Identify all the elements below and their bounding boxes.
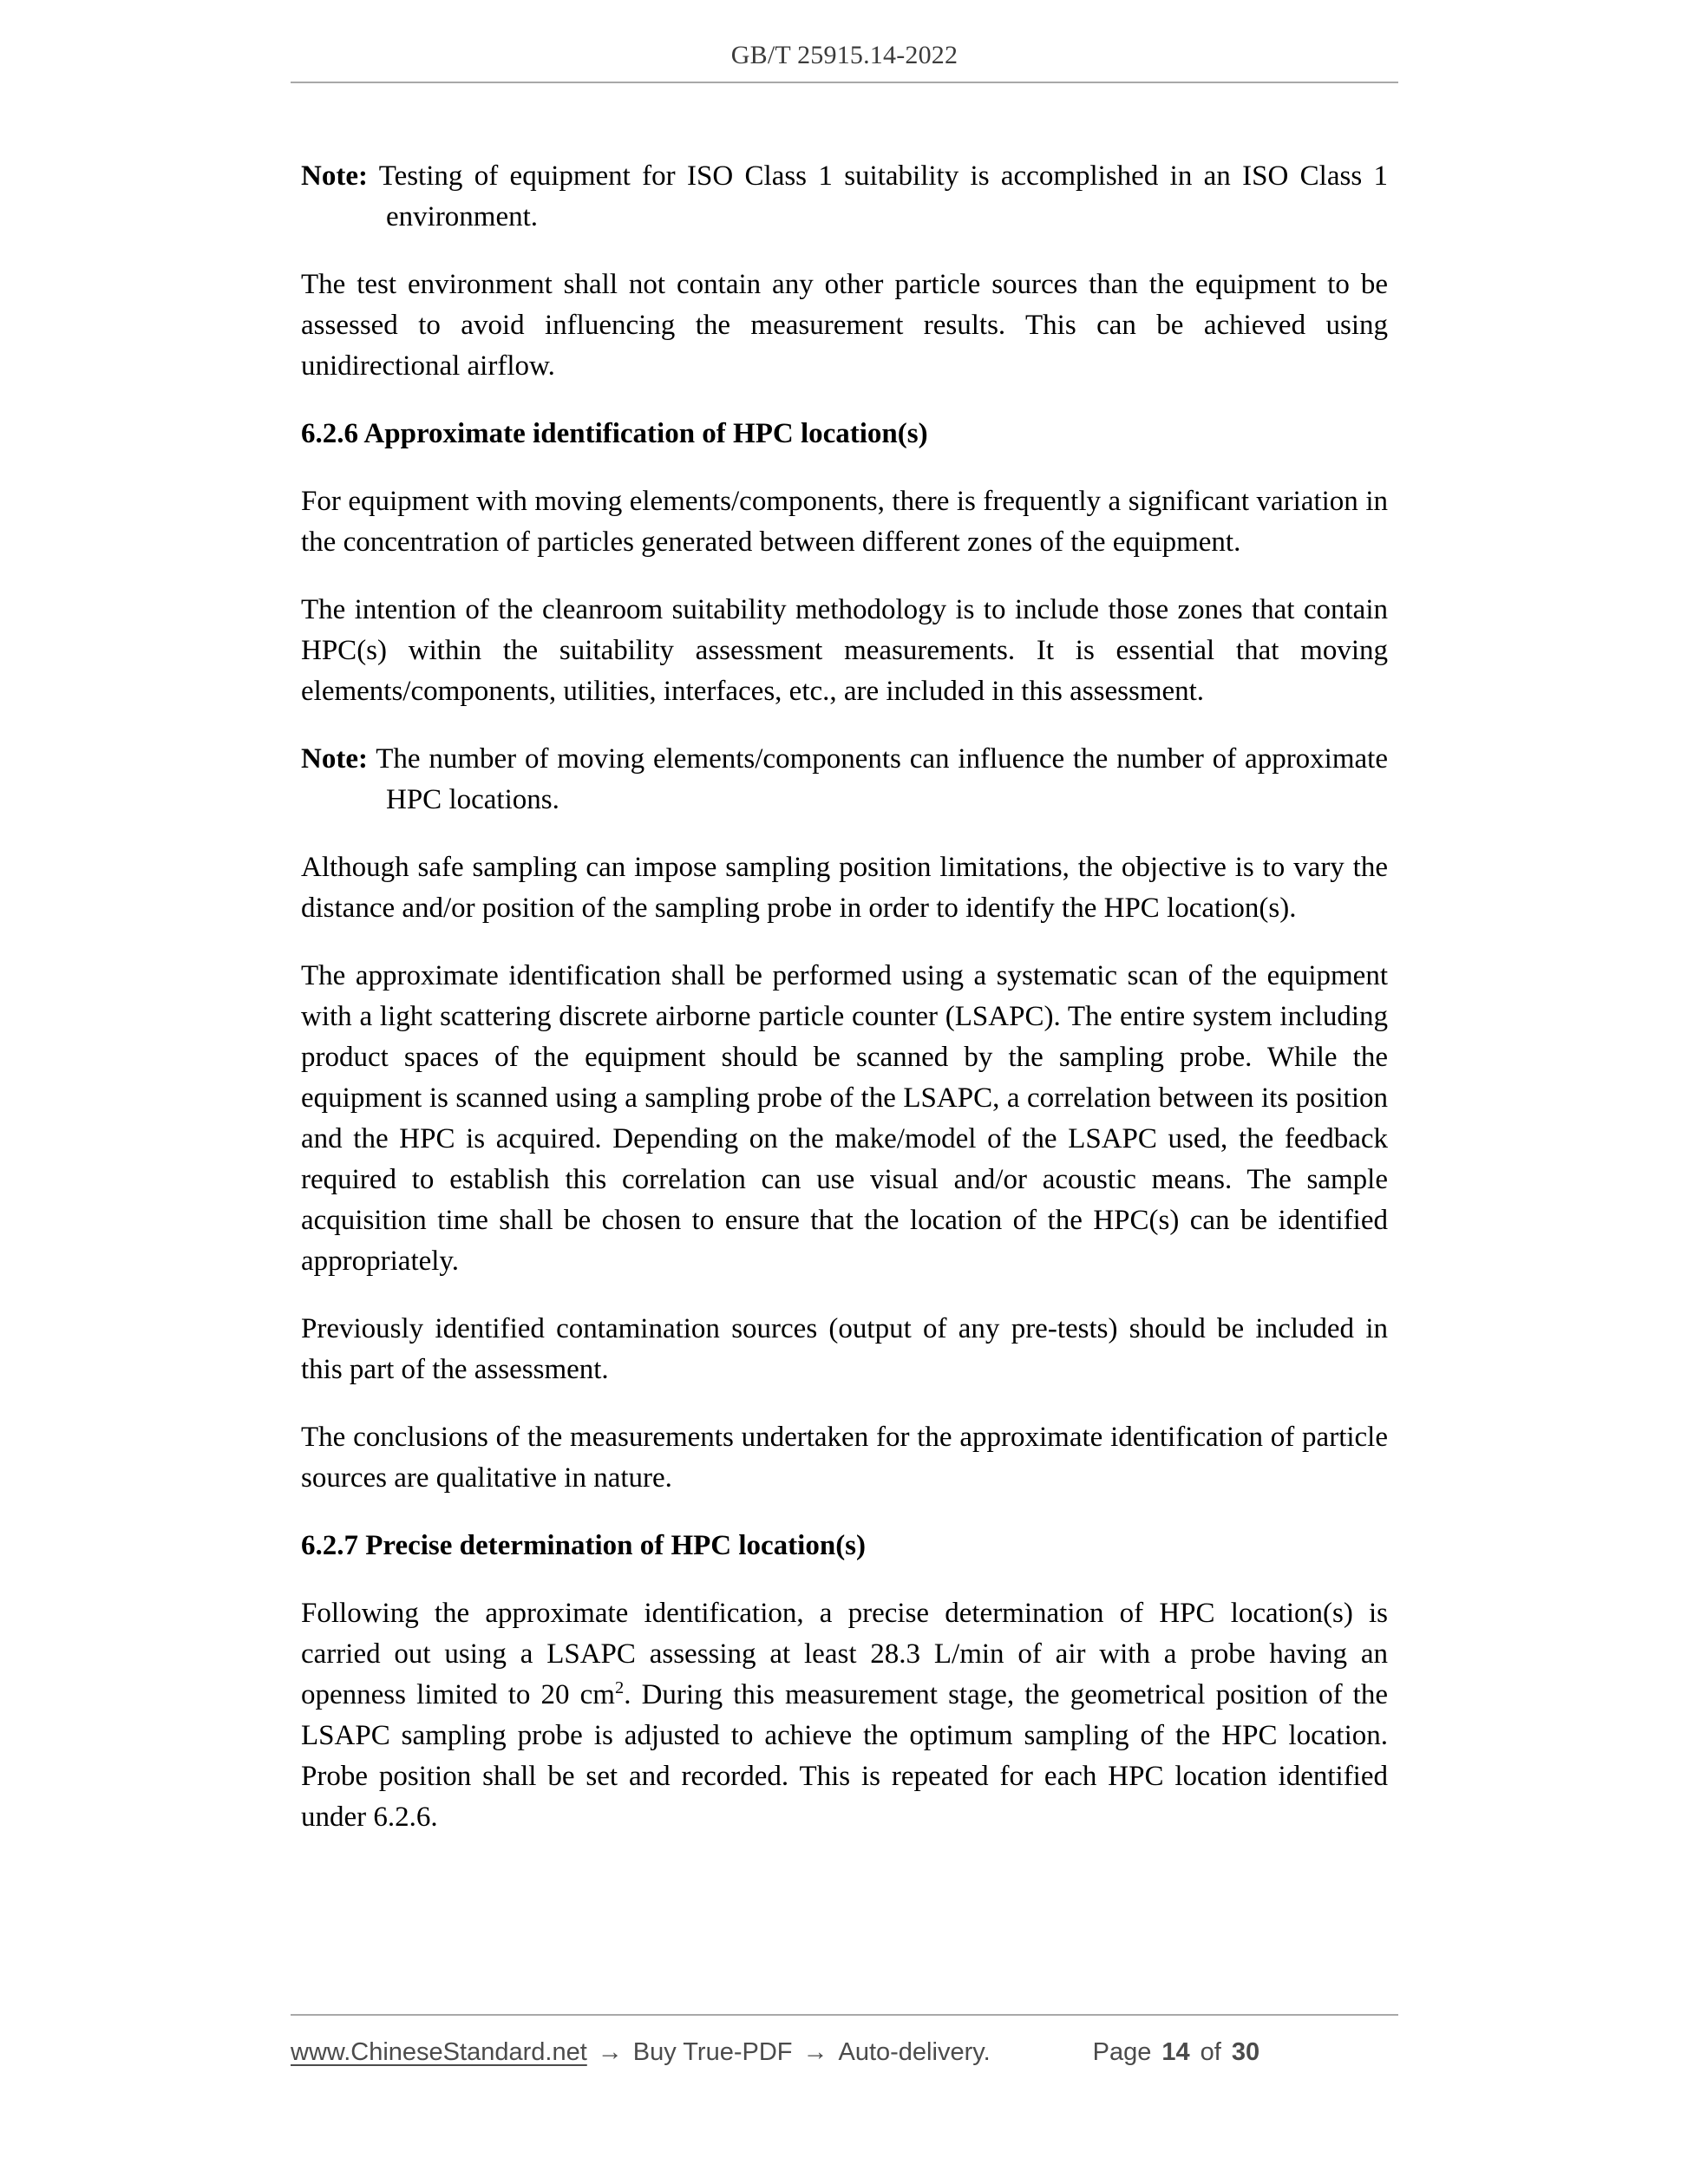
note-label: Note:	[301, 160, 368, 192]
current-page-number: 14	[1161, 2038, 1190, 2066]
standard-number-title: GB/T 25915.14-2022	[730, 41, 958, 69]
document-body	[301, 156, 1388, 1838]
paragraph-previously-identified-sources: Previously identified contamination sources (output of any pre-tests) should be included in this part of the assessment.	[301, 1313, 1388, 1385]
total-page-count: 30	[1231, 2038, 1260, 2066]
paragraph-approximate-identification: The approximate identification shall be performed using a systematic scan of the equipment with a light scattering discrete airborne particle counter (LSAPC). The entire system including product spaces of the equipment should be scanned by the sampling probe. While the equipment is scanned using a sampling probe of the LSAPC, a correlation between its position and the HPC is acquired. Depending on the make/model of the LSAPC used, the feedback required to establish this correlation can use visual and/or acoustic means. The sample acquisition time shall be chosen to ensure that the location of the HPC(s) can be identified appropriately.	[301, 960, 1388, 1277]
paragraph-precise-determination	[301, 1593, 1388, 1838]
paragraph-moving-elements: For equipment with moving elements/components, there is frequently a significant variation in the concentration of particles generated between different zones of the equipment.	[301, 486, 1388, 558]
note-text: The number of moving elements/components can influence the number of approximate HPC locations.	[367, 743, 1388, 815]
footer-promo-buy-true-pdf: Buy True-PDF	[632, 2038, 793, 2066]
header-divider	[291, 82, 1398, 83]
footer-promo-auto-delivery: Auto-delivery.	[838, 2038, 991, 2066]
chinesestandard-site-link[interactable]: www.ChineseStandard.net	[291, 2038, 587, 2066]
note-text: Testing of equipment for ISO Class 1 suitability is accomplished in an ISO Class 1 environment.	[367, 160, 1388, 232]
footer-content	[291, 2038, 1398, 2067]
page-label: Page	[1092, 2038, 1152, 2066]
page-header	[291, 40, 1398, 90]
note-block-iso-class	[301, 156, 1388, 238]
paragraph-precise-text-second: . During this measurement stage, the geometrical position of the LSAPC sampling probe is adjusted to achieve the optimum sampling of the HPC location. Probe position shall be set and recorded. This is repeated for each HPC location identified under 6.2.6.	[301, 1679, 1388, 1833]
section-heading-6-2-7: 6.2.7 Precise determination of HPC location(s)	[301, 1530, 867, 1561]
paragraph-test-environment: The test environment shall not contain any other particle sources than the equipment to be assessed to avoid influencing the measurement results. This can be achieved using unidirectional airflow.	[301, 269, 1388, 382]
section-heading-6-2-6: 6.2.6 Approximate identification of HPC location(s)	[301, 418, 928, 449]
of-label: of	[1200, 2038, 1221, 2066]
paragraph-cleanroom-methodology: The intention of the cleanroom suitability methodology is to include those zones that contain HPC(s) within the suitability assessment measurements. It is essential that moving elements/components, utilities, interfaces, etc., are included in this assessment.	[301, 594, 1388, 707]
right-arrow-icon: →	[802, 2038, 828, 2066]
square-exponent: 2	[614, 1678, 625, 1697]
footer-promo	[291, 2038, 991, 2067]
right-arrow-icon: →	[597, 2038, 623, 2066]
paragraph-safe-sampling: Although safe sampling can impose sampling position limitations, the objective is to vary the distance and/or position of the sampling probe in order to identify the HPC location(s).	[301, 852, 1388, 924]
note-block-moving-elements	[301, 739, 1388, 821]
note-label: Note:	[301, 743, 368, 775]
page-indicator	[1093, 2038, 1259, 2067]
footer-divider	[291, 2014, 1398, 2016]
paragraph-precise-text-first: Following the approximate identification, a precise determination of HPC location(s) is carried out using a LSAPC assessing at least 28.3 L/min of air with a probe having an openness limited to 20 cm	[301, 1598, 1388, 1710]
page-footer	[291, 2014, 1398, 2067]
paragraph-conclusions-qualitative: The conclusions of the measurements undertaken for the approximate identification of particle sources are qualitative in nature.	[301, 1422, 1388, 1494]
